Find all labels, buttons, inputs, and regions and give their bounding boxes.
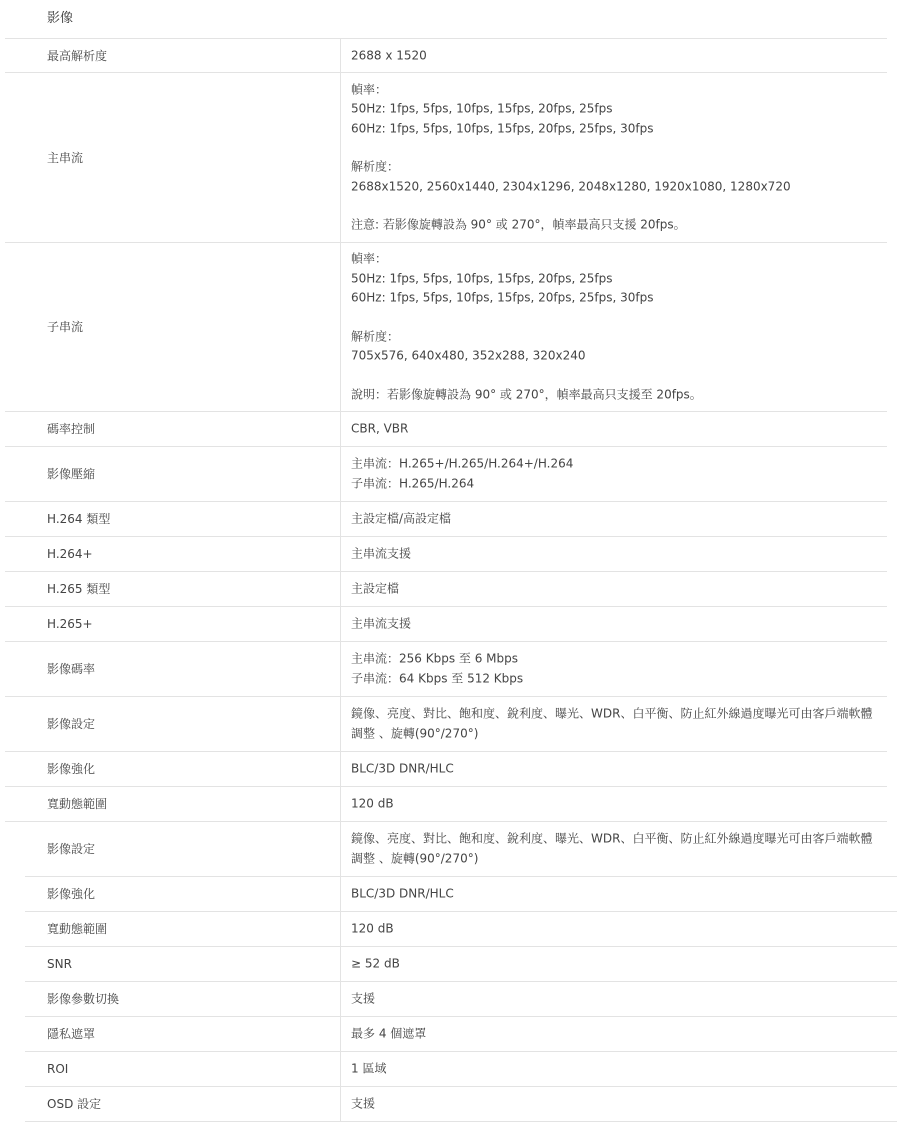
spec-value bbox=[351, 1094, 881, 1114]
spec-value bbox=[351, 830, 881, 869]
spec-value bbox=[351, 705, 881, 744]
column-divider bbox=[340, 912, 341, 946]
value-line: 調整 、旋轉(90°/270°) bbox=[351, 851, 479, 865]
spec-label: 寬動態範圍 bbox=[47, 797, 108, 811]
column-divider bbox=[340, 537, 341, 571]
value-line: 主串流：H.265+/H.265/H.264+/H.264 bbox=[351, 456, 574, 471]
value-line: 2688 x 1520 bbox=[351, 47, 427, 62]
column-divider bbox=[340, 877, 341, 911]
spec-label: 寬動態範圍 bbox=[47, 922, 108, 936]
table-row bbox=[25, 982, 897, 1017]
spec-label: 影像強化 bbox=[47, 762, 96, 776]
spec-label: 碼率控制 bbox=[47, 422, 96, 436]
value-line: 120 dB bbox=[351, 796, 394, 811]
column-divider bbox=[340, 697, 341, 751]
value-line: 子串流：H.265/H.264 bbox=[351, 476, 475, 490]
spec-value bbox=[351, 759, 881, 779]
column-divider bbox=[340, 947, 341, 981]
value-line: ≥ 52 dB bbox=[351, 956, 400, 971]
spec-value bbox=[351, 1059, 881, 1079]
column-divider bbox=[340, 243, 341, 411]
table-row bbox=[5, 642, 887, 697]
column-divider bbox=[340, 39, 341, 72]
column-divider bbox=[340, 982, 341, 1016]
table-row bbox=[25, 912, 897, 947]
value-line: BLC/3D DNR/HLC bbox=[351, 886, 454, 901]
column-divider bbox=[340, 1087, 341, 1121]
column-divider bbox=[340, 642, 341, 696]
table-row bbox=[5, 243, 887, 412]
spec-value bbox=[351, 614, 881, 634]
table-row bbox=[25, 877, 897, 912]
table-row bbox=[5, 537, 887, 572]
spec-label: 主串流 bbox=[47, 150, 84, 165]
value-line: 說明：若影像旋轉設為 90° 或 270°，幀率最高只支援至 20fps。 bbox=[351, 387, 702, 401]
value-line: 2688x1520, 2560x1440, 2304x1296, 2048x1280, 1920x1080, 1280x720 bbox=[351, 179, 791, 193]
value-line: BLC/3D DNR/HLC bbox=[351, 761, 454, 776]
column-divider bbox=[340, 822, 341, 876]
spec-label: H.265+ bbox=[47, 617, 93, 631]
spec-label: 影像碼率 bbox=[47, 662, 96, 676]
table-row bbox=[25, 1052, 897, 1087]
table-row bbox=[5, 607, 887, 642]
value-line: 60Hz: 1fps, 5fps, 10fps, 15fps, 20fps, 25fps, 30fps bbox=[351, 121, 654, 135]
table-row bbox=[5, 787, 887, 822]
value-line: 幀率： bbox=[351, 251, 388, 266]
value-gap bbox=[351, 366, 881, 385]
value-line: 最多 4 個遮罩 bbox=[351, 1026, 427, 1041]
value-line: 解析度： bbox=[351, 159, 400, 174]
spec-label: 影像強化 bbox=[47, 887, 96, 901]
spec-label: 最高解析度 bbox=[47, 48, 108, 63]
table-row bbox=[5, 752, 887, 787]
column-divider bbox=[340, 607, 341, 641]
table-row bbox=[25, 822, 897, 877]
spec-value bbox=[351, 455, 881, 494]
table-row bbox=[5, 572, 887, 607]
value-gap bbox=[351, 139, 881, 158]
spec-value bbox=[351, 250, 881, 405]
spec-value bbox=[351, 989, 881, 1009]
value-line: 子串流：64 Kbps 至 512 Kbps bbox=[351, 671, 524, 685]
table-row bbox=[25, 1087, 897, 1122]
column-divider bbox=[340, 752, 341, 786]
value-line: 幀率： bbox=[351, 82, 388, 96]
value-line: 注意: 若影像旋轉設為 90° 或 270°，幀率最高只支援 20fps。 bbox=[351, 217, 686, 232]
spec-table bbox=[0, 38, 897, 1122]
value-line: 50Hz: 1fps, 5fps, 10fps, 15fps, 20fps, 25fps bbox=[351, 101, 613, 116]
value-line: 主設定檔 bbox=[351, 581, 400, 596]
value-line: 解析度： bbox=[351, 329, 400, 343]
spec-value bbox=[351, 650, 881, 689]
value-line: 50Hz: 1fps, 5fps, 10fps, 15fps, 20fps, 25fps bbox=[351, 271, 613, 285]
spec-value bbox=[351, 794, 881, 814]
spec-value bbox=[351, 954, 881, 974]
value-line: CBR, VBR bbox=[351, 421, 409, 436]
value-line: 支援 bbox=[351, 991, 376, 1006]
value-line: 主串流：256 Kbps 至 6 Mbps bbox=[351, 651, 518, 666]
value-line: 支援 bbox=[351, 1096, 376, 1111]
column-divider bbox=[340, 1017, 341, 1051]
spec-value bbox=[351, 1024, 881, 1044]
table-row bbox=[5, 447, 887, 502]
spec-value bbox=[351, 884, 881, 904]
spec-label: 子串流 bbox=[47, 320, 84, 334]
column-divider bbox=[340, 572, 341, 606]
spec-label: ROI bbox=[47, 1062, 69, 1076]
value-gap bbox=[351, 308, 881, 327]
spec-label: H.265 類型 bbox=[47, 582, 111, 596]
value-line: 主設定檔/高設定檔 bbox=[351, 511, 452, 526]
spec-value bbox=[351, 80, 881, 235]
table-row bbox=[5, 73, 887, 243]
table-row bbox=[5, 412, 887, 447]
table-row bbox=[25, 947, 897, 982]
value-line: 705x576, 640x480, 352x288, 320x240 bbox=[351, 348, 586, 363]
column-divider bbox=[340, 502, 341, 536]
value-line: 1 區域 bbox=[351, 1061, 387, 1076]
value-line: 鏡像、亮度、對比、飽和度、銳利度、曝光、WDR、白平衡、防止紅外線過度曝光可由客戶端軟體 bbox=[351, 706, 873, 721]
table-row bbox=[5, 697, 887, 752]
spec-label: 影像參數切換 bbox=[47, 992, 120, 1006]
spec-label: H.264 類型 bbox=[47, 512, 111, 526]
spec-value bbox=[351, 46, 881, 66]
spec-label: OSD 設定 bbox=[47, 1097, 102, 1111]
section-title: 影像 bbox=[47, 11, 74, 26]
value-line: 60Hz: 1fps, 5fps, 10fps, 15fps, 20fps, 25fps, 30fps bbox=[351, 290, 654, 305]
column-divider bbox=[340, 447, 341, 501]
column-divider bbox=[340, 73, 341, 242]
value-line: 主串流支援 bbox=[351, 616, 412, 631]
column-divider bbox=[340, 787, 341, 821]
spec-value bbox=[351, 419, 881, 439]
spec-label: 隱私遮罩 bbox=[47, 1027, 96, 1041]
column-divider bbox=[340, 1052, 341, 1086]
spec-label: 影像設定 bbox=[47, 717, 96, 731]
spec-label: 影像設定 bbox=[47, 842, 96, 856]
table-row bbox=[25, 1017, 897, 1052]
spec-label: SNR bbox=[47, 957, 72, 971]
value-line: 主串流支援 bbox=[351, 546, 412, 561]
spec-value bbox=[351, 544, 881, 564]
spec-label: H.264+ bbox=[47, 547, 93, 561]
spec-value bbox=[351, 919, 881, 939]
value-gap bbox=[351, 197, 881, 216]
value-line: 調整 、旋轉(90°/270°) bbox=[351, 726, 479, 740]
table-row bbox=[5, 38, 887, 73]
column-divider bbox=[340, 412, 341, 446]
value-line: 120 dB bbox=[351, 921, 394, 936]
value-line: 鏡像、亮度、對比、飽和度、銳利度、曝光、WDR、白平衡、防止紅外線過度曝光可由客戶端軟體 bbox=[351, 831, 873, 846]
spec-value bbox=[351, 509, 881, 529]
spec-label: 影像壓縮 bbox=[47, 467, 96, 481]
table-row bbox=[5, 502, 887, 537]
spec-value bbox=[351, 579, 881, 599]
